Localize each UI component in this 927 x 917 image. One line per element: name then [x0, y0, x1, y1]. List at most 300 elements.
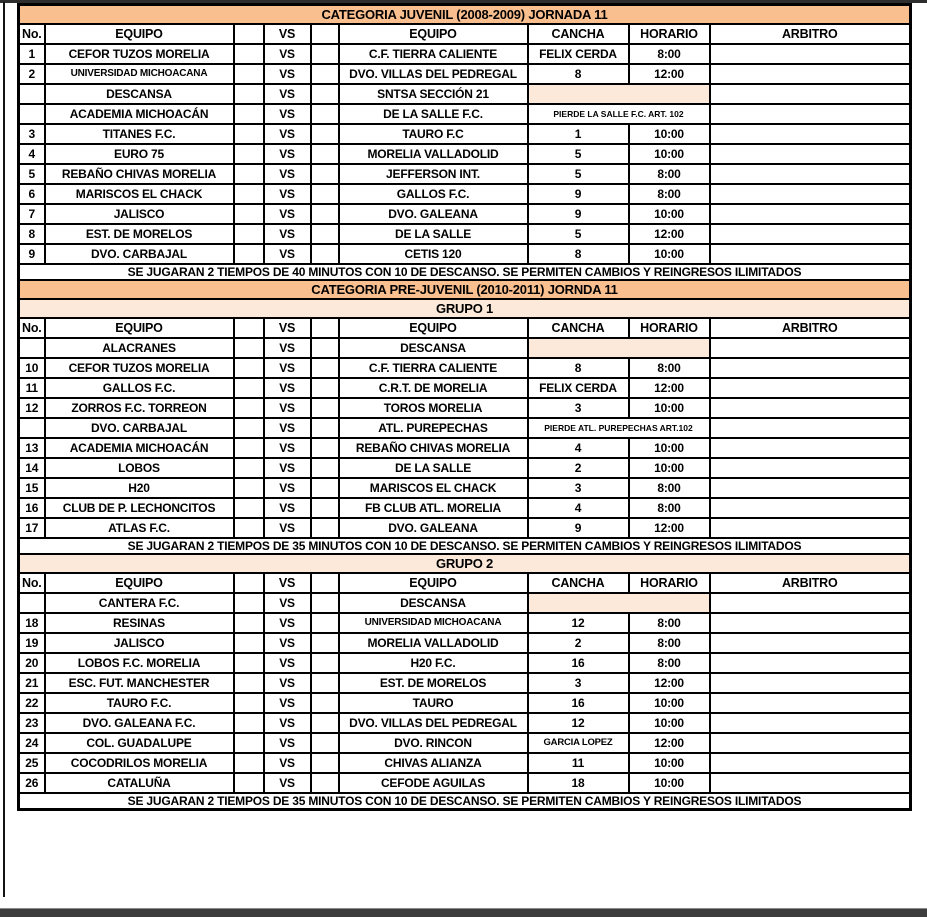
cell-horario: 10:00 — [629, 713, 710, 733]
match-row — [19, 64, 911, 84]
cell-arbitro — [710, 204, 911, 224]
cell-spacer — [234, 104, 264, 124]
col-header-vs: VS — [264, 24, 311, 44]
cell-no: 2 — [19, 64, 45, 84]
cell-horario: 10:00 — [629, 693, 710, 713]
cell-no — [19, 418, 45, 438]
cell-spacer — [234, 633, 264, 653]
column-header-row — [19, 573, 911, 593]
match-row — [19, 518, 911, 538]
cell-cancha: FELIX CERDA — [528, 378, 629, 398]
cell-team1: DVO. CARBAJAL — [45, 244, 234, 264]
cell-team2: JEFFERSON INT. — [339, 164, 528, 184]
section-footer-row — [19, 264, 911, 280]
cell-team2: C.F. TIERRA CALIENTE — [339, 44, 528, 64]
cell-team1: LOBOS — [45, 458, 234, 478]
cell-spacer — [311, 753, 339, 773]
cell-arbitro — [710, 378, 911, 398]
cell-spacer — [311, 773, 339, 793]
cell-cancha: 8 — [528, 244, 629, 264]
cell-spacer — [311, 633, 339, 653]
cell-no: 26 — [19, 773, 45, 793]
col-header-equipo-right: EQUIPO — [339, 573, 528, 593]
cell-team1: CATALUÑA — [45, 773, 234, 793]
cell-team1: COCODRILOS MORELIA — [45, 753, 234, 773]
section-footer-row — [19, 793, 911, 810]
cell-no: 8 — [19, 224, 45, 244]
cell-cancha: 3 — [528, 478, 629, 498]
cell-horario: 8:00 — [629, 478, 710, 498]
cell-vs: VS — [264, 338, 311, 358]
cell-no: 6 — [19, 184, 45, 204]
column-header-row — [19, 318, 911, 338]
cell-spacer — [311, 64, 339, 84]
section-title-row — [19, 280, 911, 299]
cell-horario: 8:00 — [629, 184, 710, 204]
cell-arbitro — [710, 144, 911, 164]
cell-spacer — [311, 418, 339, 438]
match-row — [19, 693, 911, 713]
cell-horario: 10:00 — [629, 773, 710, 793]
cell-horario: 10:00 — [629, 398, 710, 418]
cell-vs: VS — [264, 478, 311, 498]
cell-team2: DE LA SALLE F.C. — [339, 104, 528, 124]
col-header-equipo-left: EQUIPO — [45, 24, 234, 44]
cell-team1: COL. GUADALUPE — [45, 733, 234, 753]
cell-team2: GALLOS F.C. — [339, 184, 528, 204]
cell-team2: DVO. VILLAS DEL PEDREGAL — [339, 64, 528, 84]
cell-cancha-horario-note: PIERDE ATL. PUREPECHAS ART.102 — [528, 418, 710, 438]
cell-no — [19, 593, 45, 613]
match-row — [19, 184, 911, 204]
cell-arbitro — [710, 733, 911, 753]
cell-arbitro — [710, 478, 911, 498]
cell-vs: VS — [264, 593, 311, 613]
cell-arbitro — [710, 713, 911, 733]
cell-vs: VS — [264, 713, 311, 733]
cell-arbitro — [710, 633, 911, 653]
cell-horario: 10:00 — [629, 204, 710, 224]
cell-vs: VS — [264, 378, 311, 398]
cell-vs: VS — [264, 633, 311, 653]
cell-spacer — [234, 84, 264, 104]
cell-team2: DVO. RINCON — [339, 733, 528, 753]
cell-no: 19 — [19, 633, 45, 653]
cell-arbitro — [710, 104, 911, 124]
match-row — [19, 224, 911, 244]
cell-spacer — [234, 733, 264, 753]
cell-spacer — [311, 144, 339, 164]
cell-no: 25 — [19, 753, 45, 773]
cell-spacer — [311, 693, 339, 713]
page-left-edge — [3, 2, 5, 897]
cell-vs: VS — [264, 398, 311, 418]
match-row — [19, 478, 911, 498]
cell-spacer — [234, 64, 264, 84]
cell-no: 9 — [19, 244, 45, 264]
cell-arbitro — [710, 438, 911, 458]
cell-spacer — [311, 204, 339, 224]
cell-spacer — [311, 244, 339, 264]
cell-vs: VS — [264, 773, 311, 793]
cell-spacer — [234, 653, 264, 673]
cell-arbitro — [710, 224, 911, 244]
col-header-equipo-right: EQUIPO — [339, 318, 528, 338]
match-row — [19, 713, 911, 733]
cell-arbitro — [710, 84, 911, 104]
cell-spacer — [234, 124, 264, 144]
col-header-equipo-right: EQUIPO — [339, 24, 528, 44]
match-row — [19, 378, 911, 398]
cell-team2: CETIS 120 — [339, 244, 528, 264]
cell-spacer — [311, 498, 339, 518]
cell-no: 24 — [19, 733, 45, 753]
cell-no: 14 — [19, 458, 45, 478]
cell-vs: VS — [264, 498, 311, 518]
cell-spacer — [311, 458, 339, 478]
cell-horario: 10:00 — [629, 438, 710, 458]
cell-cancha: 3 — [528, 673, 629, 693]
cell-spacer — [234, 713, 264, 733]
cell-horario: 12:00 — [629, 673, 710, 693]
cell-no: 18 — [19, 613, 45, 633]
cell-team1: MARISCOS EL CHACK — [45, 184, 234, 204]
cell-spacer — [311, 84, 339, 104]
cell-arbitro — [710, 693, 911, 713]
cell-no: 12 — [19, 398, 45, 418]
cell-vs: VS — [264, 44, 311, 64]
cell-team1: RESINAS — [45, 613, 234, 633]
cell-spacer — [311, 438, 339, 458]
cell-team1: DVO. GALEANA F.C. — [45, 713, 234, 733]
col-header-horario: HORARIO — [629, 318, 710, 338]
cell-vs: VS — [264, 358, 311, 378]
cell-spacer — [311, 44, 339, 64]
cell-horario: 8:00 — [629, 358, 710, 378]
cell-no: 7 — [19, 204, 45, 224]
cell-arbitro — [710, 673, 911, 693]
cell-spacer — [234, 398, 264, 418]
cell-team1: ESC. FUT. MANCHESTER — [45, 673, 234, 693]
col-header-arbitro: ARBITRO — [710, 24, 911, 44]
cell-spacer — [234, 358, 264, 378]
cell-team1: ACADEMIA MICHOACÁN — [45, 438, 234, 458]
cell-team2: REBAÑO CHIVAS MORELIA — [339, 438, 528, 458]
cell-team2: TAURO — [339, 693, 528, 713]
cell-spacer — [234, 613, 264, 633]
cell-horario: 8:00 — [629, 164, 710, 184]
col-header-no: No. — [19, 24, 45, 44]
cell-horario: 12:00 — [629, 733, 710, 753]
match-row — [19, 458, 911, 478]
cell-spacer — [234, 184, 264, 204]
col-header-spacer — [311, 318, 339, 338]
cell-cancha: 3 — [528, 398, 629, 418]
cell-vs: VS — [264, 104, 311, 124]
cell-team1: JALISCO — [45, 204, 234, 224]
cell-cancha-horario-note: PIERDE LA SALLE F.C. ART. 102 — [528, 104, 710, 124]
cell-horario: 8:00 — [629, 653, 710, 673]
cell-no — [19, 84, 45, 104]
cell-horario: 12:00 — [629, 378, 710, 398]
cell-vs: VS — [264, 753, 311, 773]
cell-spacer — [311, 613, 339, 633]
match-row — [19, 244, 911, 264]
section-title: CATEGORIA PRE-JUVENIL (2010-2011) JORNDA 11 — [19, 280, 911, 299]
cell-no: 10 — [19, 358, 45, 378]
cell-cancha: 2 — [528, 458, 629, 478]
cell-team2: CHIVAS ALIANZA — [339, 753, 528, 773]
cell-horario: 10:00 — [629, 124, 710, 144]
col-header-horario: HORARIO — [629, 24, 710, 44]
group-title: GRUPO 2 — [19, 554, 911, 573]
cell-vs: VS — [264, 84, 311, 104]
cell-cancha: 5 — [528, 224, 629, 244]
cell-arbitro — [710, 593, 911, 613]
cell-vs: VS — [264, 224, 311, 244]
cell-arbitro — [710, 498, 911, 518]
cell-spacer — [311, 358, 339, 378]
cell-arbitro — [710, 398, 911, 418]
cell-team2: TOROS MORELIA — [339, 398, 528, 418]
cell-vs: VS — [264, 653, 311, 673]
cell-cancha: 5 — [528, 144, 629, 164]
cell-arbitro — [710, 44, 911, 64]
cell-horario: 8:00 — [629, 613, 710, 633]
cell-spacer — [234, 144, 264, 164]
cell-no: 17 — [19, 518, 45, 538]
col-header-arbitro: ARBITRO — [710, 318, 911, 338]
cell-cancha: 4 — [528, 498, 629, 518]
cell-spacer — [234, 438, 264, 458]
cell-vs: VS — [264, 244, 311, 264]
group-title-row — [19, 554, 911, 573]
cell-team2: SNTSA SECCIÓN 21 — [339, 84, 528, 104]
cell-team2: DESCANSA — [339, 593, 528, 613]
cell-team1: UNIVERSIDAD MICHOACANA — [45, 64, 234, 84]
match-row — [19, 733, 911, 753]
cell-team2: EST. DE MORELOS — [339, 673, 528, 693]
match-row — [19, 613, 911, 633]
cell-team1: GALLOS F.C. — [45, 378, 234, 398]
cell-spacer — [311, 733, 339, 753]
cell-no — [19, 104, 45, 124]
cell-team2: MARISCOS EL CHACK — [339, 478, 528, 498]
bottom-window-edge — [0, 908, 927, 917]
cell-no: 3 — [19, 124, 45, 144]
match-row — [19, 418, 911, 438]
cell-cancha: 4 — [528, 438, 629, 458]
cell-no: 4 — [19, 144, 45, 164]
col-header-cancha: CANCHA — [528, 318, 629, 338]
cell-team1: EURO 75 — [45, 144, 234, 164]
cell-cancha: 2 — [528, 633, 629, 653]
cell-cancha: 11 — [528, 753, 629, 773]
match-row — [19, 398, 911, 418]
cell-team2: DESCANSA — [339, 338, 528, 358]
cell-vs: VS — [264, 613, 311, 633]
cell-spacer — [234, 673, 264, 693]
cell-team1: H20 — [45, 478, 234, 498]
cell-cancha-horario-merged — [528, 338, 710, 358]
cell-cancha: 9 — [528, 184, 629, 204]
cell-team1: CANTERA F.C. — [45, 593, 234, 613]
match-row — [19, 338, 911, 358]
cell-cancha: 9 — [528, 518, 629, 538]
match-row — [19, 164, 911, 184]
cell-team2: MORELIA VALLADOLID — [339, 144, 528, 164]
cell-no — [19, 338, 45, 358]
cell-cancha: 8 — [528, 64, 629, 84]
cell-vs: VS — [264, 673, 311, 693]
match-row — [19, 124, 911, 144]
cell-spacer — [234, 204, 264, 224]
cell-arbitro — [710, 458, 911, 478]
cell-vs: VS — [264, 64, 311, 84]
cell-no: 5 — [19, 164, 45, 184]
group-title: GRUPO 1 — [19, 299, 911, 318]
cell-cancha: 16 — [528, 653, 629, 673]
cell-cancha: 5 — [528, 164, 629, 184]
cell-spacer — [234, 458, 264, 478]
cell-team2: DVO. VILLAS DEL PEDREGAL — [339, 713, 528, 733]
cell-horario: 10:00 — [629, 244, 710, 264]
cell-team2: CEFODE AGUILAS — [339, 773, 528, 793]
col-header-spacer — [234, 318, 264, 338]
match-row — [19, 593, 911, 613]
cell-team1: DESCANSA — [45, 84, 234, 104]
cell-spacer — [311, 398, 339, 418]
cell-vs: VS — [264, 418, 311, 438]
cell-horario: 12:00 — [629, 64, 710, 84]
cell-cancha: FELIX CERDA — [528, 44, 629, 64]
col-header-no: No. — [19, 318, 45, 338]
cell-team2: TAURO F.C — [339, 124, 528, 144]
cell-no: 11 — [19, 378, 45, 398]
col-header-equipo-left: EQUIPO — [45, 318, 234, 338]
cell-cancha: 1 — [528, 124, 629, 144]
cell-vs: VS — [264, 164, 311, 184]
col-header-equipo-left: EQUIPO — [45, 573, 234, 593]
cell-spacer — [234, 418, 264, 438]
col-header-cancha: CANCHA — [528, 24, 629, 44]
section-title: CATEGORIA JUVENIL (2008-2009) JORNADA 11 — [19, 5, 911, 24]
cell-spacer — [234, 498, 264, 518]
cell-team2: DVO. GALEANA — [339, 518, 528, 538]
cell-team2: C.F. TIERRA CALIENTE — [339, 358, 528, 378]
cell-team1: ACADEMIA MICHOACÁN — [45, 104, 234, 124]
cell-team1: ZORROS F.C. TORREON — [45, 398, 234, 418]
cell-arbitro — [710, 358, 911, 378]
col-header-spacer — [234, 573, 264, 593]
cell-cancha: 9 — [528, 204, 629, 224]
cell-spacer — [234, 44, 264, 64]
cell-spacer — [234, 593, 264, 613]
match-row — [19, 498, 911, 518]
cell-team2: DVO. GALEANA — [339, 204, 528, 224]
cell-arbitro — [710, 164, 911, 184]
cell-arbitro — [710, 518, 911, 538]
cell-no: 23 — [19, 713, 45, 733]
cell-spacer — [311, 673, 339, 693]
section-footer: SE JUGARAN 2 TIEMPOS DE 35 MINUTOS CON 10 DE DESCANSO. SE PERMITEN CAMBIOS Y REINGRESOS ILIMITADOS — [19, 793, 911, 810]
cell-team1: TITANES F.C. — [45, 124, 234, 144]
cell-cancha: GARCIA LOPEZ — [528, 733, 629, 753]
cell-spacer — [234, 773, 264, 793]
cell-team2: DE LA SALLE — [339, 458, 528, 478]
col-header-spacer — [234, 24, 264, 44]
cell-team1: JALISCO — [45, 633, 234, 653]
cell-spacer — [311, 104, 339, 124]
cell-spacer — [234, 338, 264, 358]
cell-cancha: 16 — [528, 693, 629, 713]
cell-team1: EST. DE MORELOS — [45, 224, 234, 244]
cell-arbitro — [710, 653, 911, 673]
cell-team1: TAURO F.C. — [45, 693, 234, 713]
cell-spacer — [311, 653, 339, 673]
col-header-spacer — [311, 24, 339, 44]
cell-horario: 8:00 — [629, 44, 710, 64]
cell-vs: VS — [264, 733, 311, 753]
cell-horario: 10:00 — [629, 144, 710, 164]
cell-vs: VS — [264, 458, 311, 478]
cell-horario: 10:00 — [629, 753, 710, 773]
cell-arbitro — [710, 64, 911, 84]
match-row — [19, 673, 911, 693]
cell-spacer — [234, 478, 264, 498]
cell-arbitro — [710, 418, 911, 438]
match-row — [19, 753, 911, 773]
cell-team1: ALACRANES — [45, 338, 234, 358]
schedule-table-body — [19, 5, 911, 810]
cell-vs: VS — [264, 438, 311, 458]
match-row — [19, 358, 911, 378]
cell-spacer — [311, 338, 339, 358]
cell-cancha: 12 — [528, 613, 629, 633]
cell-team1: DVO. CARBAJAL — [45, 418, 234, 438]
cell-cancha: 12 — [528, 713, 629, 733]
cell-spacer — [234, 244, 264, 264]
cell-team1: CEFOR TUZOS MORELIA — [45, 358, 234, 378]
cell-cancha-horario-merged — [528, 84, 710, 104]
column-header-row — [19, 24, 911, 44]
cell-team1: CEFOR TUZOS MORELIA — [45, 44, 234, 64]
match-row — [19, 144, 911, 164]
cell-spacer — [311, 593, 339, 613]
schedule-table — [17, 3, 912, 811]
cell-cancha-horario-merged — [528, 593, 710, 613]
cell-team2: FB CLUB ATL. MORELIA — [339, 498, 528, 518]
cell-team1: ATLAS F.C. — [45, 518, 234, 538]
cell-spacer — [311, 224, 339, 244]
section-footer-row — [19, 538, 911, 554]
match-row — [19, 653, 911, 673]
match-row — [19, 773, 911, 793]
cell-horario: 12:00 — [629, 224, 710, 244]
cell-arbitro — [710, 244, 911, 264]
match-row — [19, 204, 911, 224]
cell-vs: VS — [264, 204, 311, 224]
cell-horario: 10:00 — [629, 458, 710, 478]
match-row — [19, 633, 911, 653]
col-header-vs: VS — [264, 573, 311, 593]
match-row — [19, 104, 911, 124]
cell-team2: UNIVERSIDAD MICHOACANA — [339, 613, 528, 633]
cell-spacer — [234, 518, 264, 538]
cell-arbitro — [710, 338, 911, 358]
group-title-row — [19, 299, 911, 318]
col-header-spacer — [311, 573, 339, 593]
